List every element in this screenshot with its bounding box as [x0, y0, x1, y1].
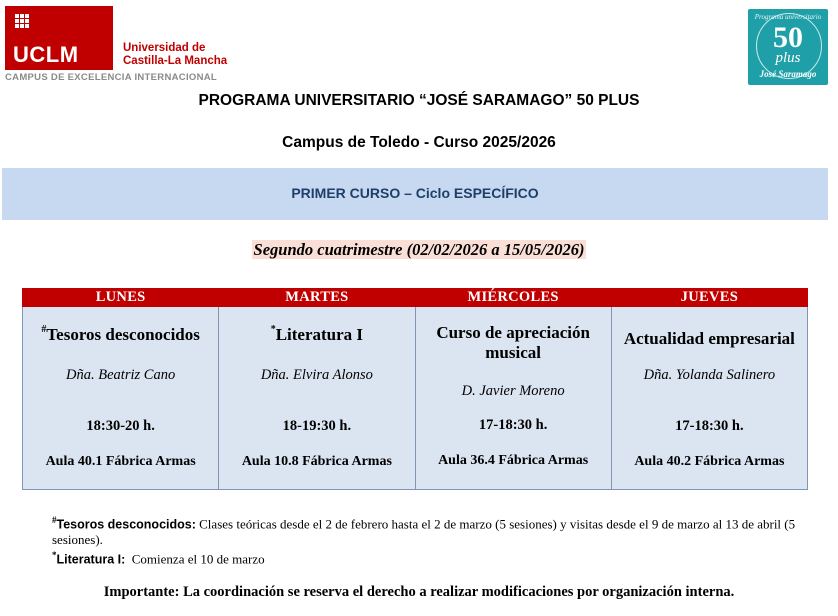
- footnote-literatura: [52, 548, 832, 567]
- footnote-mark: #: [41, 324, 47, 335]
- footnote-mark: *: [270, 324, 276, 335]
- class-room: Aula 40.1 Fábrica Armas: [45, 454, 196, 469]
- day-header-wednesday: MIÉRCOLES: [415, 289, 611, 307]
- class-cell-tuesday: [219, 307, 415, 490]
- course-level-label: PRIMER CURSO – Ciclo ESPECÍFICO: [291, 185, 539, 201]
- teacher-name: D. Javier Moreno: [461, 383, 565, 399]
- day-header-thursday: JUEVES: [611, 289, 807, 307]
- class-cell-wednesday: [415, 307, 611, 490]
- course-level-bar: [2, 168, 828, 220]
- schedule-table: [22, 288, 808, 488]
- semester-label: Segundo cuatrimestre (02/02/2026 a 15/05/2026): [253, 240, 585, 259]
- class-cell-monday: [23, 307, 219, 490]
- logo-grid-icon: [15, 14, 29, 28]
- class-cell-thursday: [611, 307, 807, 490]
- class-room: Aula 10.8 Fábrica Armas: [241, 454, 392, 469]
- subject-name: Actualidad empresarial: [623, 329, 795, 348]
- class-time: 18:30-20 h.: [86, 418, 155, 434]
- campus-tag: CAMPUS DE EXCELENCIA INTERNACIONAL: [5, 72, 217, 83]
- badge-arc-bottom: José Saramago: [759, 69, 817, 79]
- subject-title: [612, 329, 807, 349]
- class-room: Aula 36.4 Fábrica Armas: [438, 453, 589, 468]
- subject-title: [219, 325, 414, 345]
- class-time: 17-18:30 h.: [675, 418, 744, 434]
- footnote-mark: #: [52, 515, 57, 525]
- campus-course-title: Campus de Toledo - Curso 2025/2026: [282, 134, 556, 151]
- subject-name: Curso de apreciación musical: [436, 323, 590, 362]
- important-notice: Importante: La coordinación se reserva el derecho a realizar modificaciones por organización interna.: [103, 584, 735, 600]
- uclm-logo-mark: [5, 6, 113, 70]
- day-header-row: [23, 289, 808, 307]
- badge-number: 50: [773, 21, 803, 54]
- day-header-monday: LUNES: [23, 289, 219, 307]
- footnote-tesoros: [52, 513, 832, 547]
- uclm-logo: [5, 6, 235, 82]
- badge-arc-top: Programa universitario: [754, 13, 822, 21]
- footnote-text: Comienza el 10 de marzo: [125, 551, 265, 567]
- semester-heading: [0, 240, 838, 260]
- day-header-tuesday: MARTES: [219, 289, 415, 307]
- subject-title: [23, 325, 218, 345]
- subject-name: Literatura I: [275, 325, 364, 344]
- fifty-plus-badge: [748, 9, 828, 85]
- class-room: Aula 40.2 Fábrica Armas: [634, 454, 785, 469]
- footnote-label: Tesoros desconocidos:: [56, 517, 196, 532]
- subject-name: Tesoros desconocidos: [46, 325, 200, 344]
- teacher-name: Dña. Beatriz Cano: [66, 367, 176, 383]
- footnote-text: Clases teóricas desde el 2 de febrero hasta el 2 de marzo (5 sesiones) y visitas desde el 9 de marzo al 13 de abril (5 sesiones).: [52, 516, 796, 548]
- subject-title: [424, 323, 603, 363]
- class-time: 17-18:30 h.: [478, 417, 548, 433]
- teacher-name: Dña. Yolanda Salinero: [643, 367, 776, 383]
- badge-plus: plus: [775, 50, 801, 66]
- footnote-label: Literatura I:: [56, 552, 126, 567]
- program-title: PROGRAMA UNIVERSITARIO “JOSÉ SARAMAGO” 50 PLUS: [198, 92, 640, 109]
- logo-text: UCLM: [13, 42, 79, 67]
- university-name: Universidad de Castilla-La Mancha: [123, 42, 228, 67]
- teacher-name: Dña. Elvira Alonso: [260, 367, 373, 383]
- class-time: 18-19:30 h.: [282, 418, 352, 434]
- class-row: [23, 307, 808, 490]
- footnote-mark: *: [52, 550, 57, 560]
